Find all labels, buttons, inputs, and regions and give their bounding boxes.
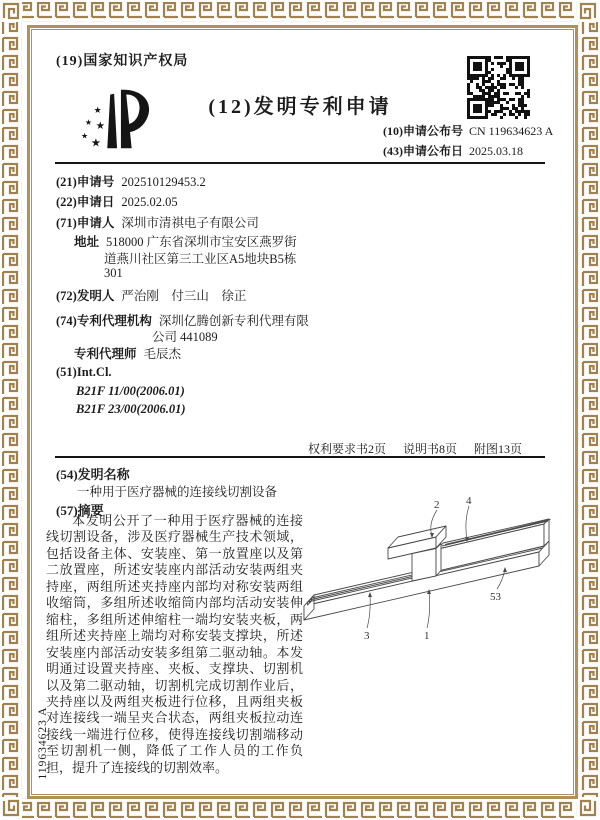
abstract-label: (57)摘要 bbox=[56, 503, 104, 518]
pages-info bbox=[260, 440, 522, 457]
agency-label: (74)专利代理机构 bbox=[56, 314, 152, 328]
figure-label-4: 4 bbox=[466, 495, 472, 507]
application-number-row bbox=[56, 172, 206, 190]
inventors-row bbox=[56, 286, 246, 304]
agent-row bbox=[74, 344, 181, 362]
publication-date-row bbox=[383, 142, 523, 159]
qr-code bbox=[467, 56, 530, 119]
address-line1: 518000 广东省深圳市宝安区燕罗街 bbox=[106, 235, 297, 249]
applicant-value: 深圳市清祺电子有限公司 bbox=[121, 216, 259, 230]
svg-text:★: ★ bbox=[93, 105, 102, 116]
figure-label-53: 53 bbox=[490, 591, 501, 603]
inventors-label: (72)发明人 bbox=[56, 289, 115, 303]
applicant-label: (71)申请人 bbox=[56, 216, 115, 230]
publication-number-row bbox=[383, 122, 553, 139]
app-no-label: (21)申请号 bbox=[56, 175, 115, 189]
address-label: 地址 bbox=[74, 235, 100, 249]
pub-no-label: (10)申请公布号 bbox=[383, 124, 463, 138]
svg-text:★: ★ bbox=[95, 119, 106, 132]
app-no-value: 202510129453.2 bbox=[121, 175, 206, 189]
address-line3: 301 bbox=[104, 266, 123, 280]
patent-office: (19)国家知识产权局 bbox=[56, 54, 189, 69]
document-type-title: (12)发明专利申请 bbox=[208, 96, 392, 118]
invention-title-label: (54)发明名称 bbox=[56, 467, 130, 482]
app-date-label: (22)申请日 bbox=[56, 195, 115, 209]
agent-label: 专利代理师 bbox=[74, 347, 137, 361]
agency-line1: 深圳亿腾创新专利代理有限 bbox=[158, 314, 309, 328]
header-rule bbox=[55, 162, 545, 164]
address-line2: 道燕川社区第三工业区A5地块B5栋 bbox=[104, 252, 297, 266]
applicant-row bbox=[56, 213, 259, 231]
abstract-text: 本发明公开了一种用于医疗器械的连接线切割设备，涉及医疗器械生产技术领域，包括设备主体、安装座、第一放置座以及第二放置座，所述安装座内部活动安装两组夹持座，两组所述夹持座内部均对称安装两组收缩筒，多组所述收缩筒内部均活动安装伸缩柱，多组所述伸缩柱一端均安装夹板，两组所述夹持座上端均对称安装支撑块，所述安装座内部活动安装多组第二驱动轴。本发明通过设置夹持座、夹板、支撑块、切割机以及第二驱动轴，切割机完成切割作业后，夹持座以及两组夹板进行位移，且两组夹板对连接线一端呈夹合状态，两组夹板拉动连接线一端进行位移，使得连接线切割端移动至切割机一侧，降低了工作人员的工作负担，提升了连接线的切割效率。 bbox=[46, 513, 303, 775]
figure-label-1: 1 bbox=[424, 630, 430, 642]
figure-label-3: 3 bbox=[364, 630, 370, 642]
drawings-pages: 附图13页 bbox=[473, 442, 522, 456]
pub-date-label: (43)申请公布日 bbox=[383, 144, 463, 158]
address-row bbox=[74, 232, 297, 250]
intcl-label: (51)Int.Cl. bbox=[56, 365, 112, 379]
svg-text:★: ★ bbox=[80, 131, 88, 141]
app-date-value: 2025.02.05 bbox=[121, 195, 178, 209]
pub-date-value: 2025.03.18 bbox=[469, 144, 523, 158]
application-date-row bbox=[56, 192, 178, 210]
figure-label-2: 2 bbox=[434, 499, 440, 511]
patent-figure bbox=[300, 488, 570, 688]
claims-pages: 权利要求书2页 bbox=[307, 442, 386, 456]
svg-text:★: ★ bbox=[90, 136, 102, 150]
side-publication-code: 119634623 A bbox=[37, 706, 49, 780]
intcl-entry-2: B21F 23/00(2006.01) bbox=[76, 402, 186, 416]
invention-title: 一种用于医疗器械的连接线切割设备 bbox=[77, 485, 278, 499]
agency-line2: 公司 441089 bbox=[152, 330, 218, 344]
inventors-value: 严治刚 付三山 徐正 bbox=[121, 289, 247, 303]
cnipa-logo bbox=[74, 82, 162, 160]
intcl-entry-1: B21F 11/00(2006.01) bbox=[76, 384, 185, 398]
section-rule bbox=[55, 456, 545, 458]
pub-no-value: CN 119634623 A bbox=[469, 124, 554, 138]
description-pages: 说明书8页 bbox=[402, 442, 457, 456]
svg-text:★: ★ bbox=[84, 117, 92, 127]
agent-value: 毛辰杰 bbox=[143, 347, 182, 361]
